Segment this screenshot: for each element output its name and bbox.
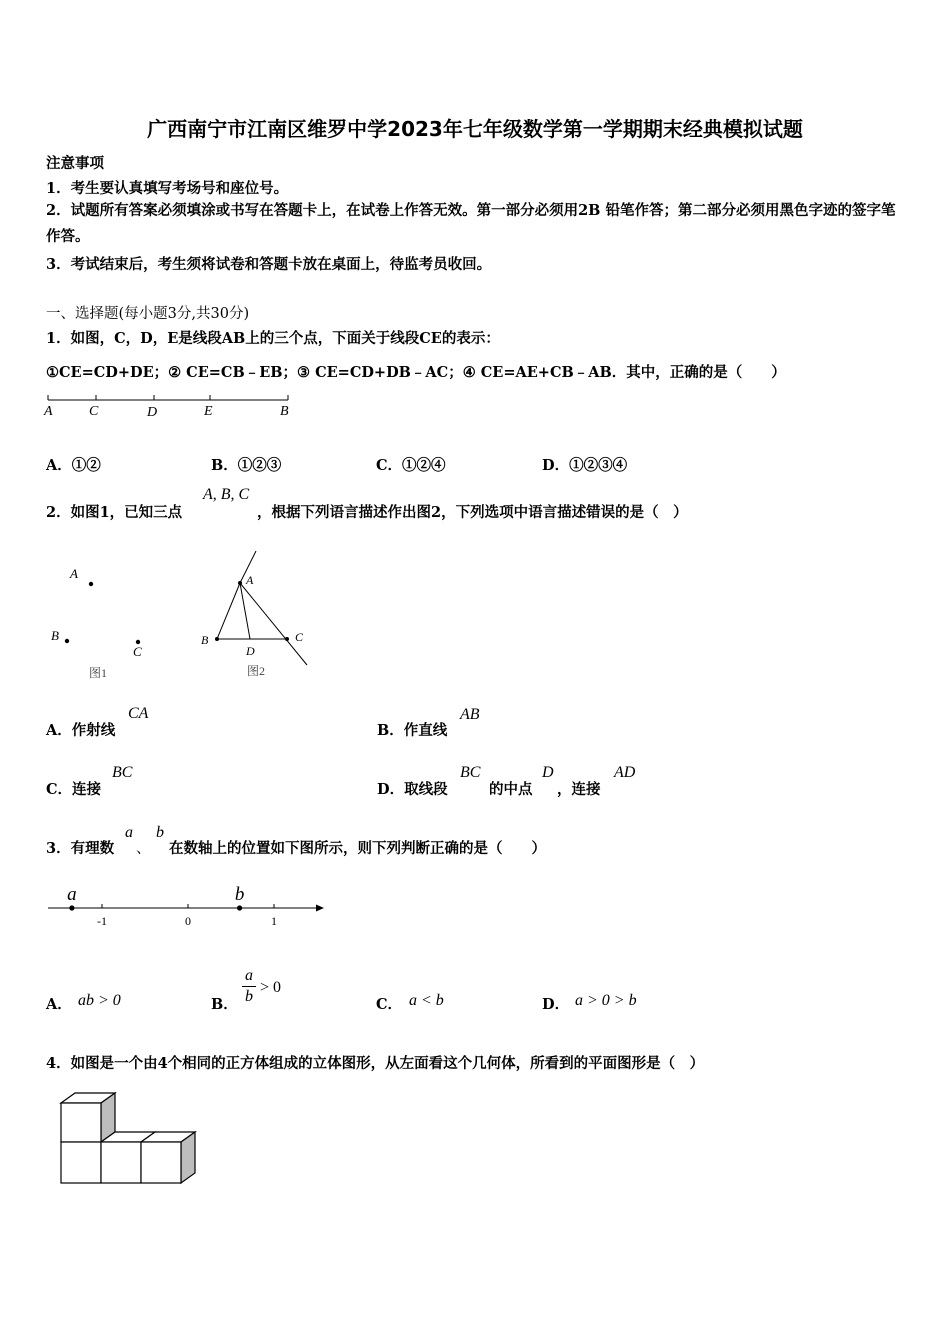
notice-item-3: 3．考试结束后，考生须将试卷和答题卡放在桌面上，待监考员收回。 bbox=[46, 256, 492, 273]
q2-option-c[interactable]: C．连接 bbox=[46, 781, 102, 798]
q2-option-b-math: AB bbox=[460, 706, 480, 723]
q3-number-line bbox=[44, 880, 329, 932]
notice-heading: 注意事项 bbox=[46, 155, 104, 172]
q3-var-b: b bbox=[156, 824, 164, 841]
q3-separator: 、 bbox=[136, 841, 151, 857]
q2-figure-2 bbox=[195, 545, 320, 685]
fig2-label-a: A bbox=[246, 573, 254, 587]
point-label-d: D bbox=[147, 405, 158, 420]
fraction-numerator: a bbox=[245, 967, 253, 984]
q1-segment-figure bbox=[40, 388, 300, 422]
q2-option-a-math: CA bbox=[128, 705, 149, 722]
top-cube-front-face bbox=[61, 1103, 101, 1142]
q4-cube-figure bbox=[55, 1090, 215, 1190]
q3-option-b-rel: > 0 bbox=[260, 979, 282, 996]
fig2-label-b: B bbox=[201, 633, 209, 647]
fraction-bar bbox=[242, 986, 256, 987]
axis-tick-label: 1 bbox=[271, 914, 277, 928]
fig1-label-b: B bbox=[51, 628, 59, 643]
point-label-c: C bbox=[89, 404, 99, 419]
q1-stem: 1．如图，C，D，E是线段AB上的三个点，下面关于线段CE的表示： bbox=[46, 330, 500, 347]
page-title: 广西南宁市江南区维罗中学2023年七年级数学第一学期期末经典模拟试题 bbox=[147, 117, 803, 141]
q3-option-b-fraction bbox=[240, 967, 258, 1006]
q3-option-b[interactable]: B． bbox=[211, 996, 238, 1013]
q2-option-b[interactable]: B．作直线 bbox=[377, 722, 448, 739]
q2-figure-1 bbox=[44, 560, 164, 685]
axis-point-label-a: a bbox=[67, 884, 77, 905]
fig2-point-c bbox=[285, 637, 289, 641]
axis-point-b bbox=[237, 905, 242, 910]
q3-option-a[interactable]: A． bbox=[46, 996, 72, 1013]
fig2-point-b bbox=[215, 637, 219, 641]
fig1-point-a bbox=[89, 582, 93, 586]
point-label-e: E bbox=[204, 404, 213, 419]
fig2-segment-ab bbox=[217, 583, 240, 639]
axis-point-label-b: b bbox=[234, 884, 245, 905]
q2-option-d-math2: D bbox=[542, 764, 554, 781]
q1-option-a[interactable]: A．①② bbox=[46, 457, 101, 474]
q3-option-a-math: ab > 0 bbox=[78, 992, 121, 1009]
fig1-label-c: C bbox=[133, 644, 142, 659]
q3-option-d-math: a > 0 > b bbox=[575, 992, 637, 1009]
axis-tick-label: -1 bbox=[97, 914, 107, 928]
q2-option-d[interactable]: D．取线段 bbox=[377, 781, 448, 798]
fig2-segment-ad bbox=[240, 583, 250, 639]
fig1-caption: 图1 bbox=[89, 666, 108, 680]
q3-var-a: a bbox=[125, 824, 133, 841]
cube-2-front-face bbox=[101, 1142, 141, 1183]
cube-3-front-face bbox=[141, 1142, 181, 1183]
fig2-label-c: C bbox=[295, 630, 304, 644]
q1-statements: ①CE=CD+DE；② CE=CB﹣EB；③ CE=CD+DB﹣AC；④ CE=AE+CB﹣AB．其中，正确的是（ ） bbox=[46, 364, 786, 381]
q3-option-d[interactable]: D． bbox=[542, 996, 570, 1013]
fig2-point-a bbox=[238, 581, 242, 585]
q2-stem-math: A, B, C bbox=[203, 486, 250, 503]
q2-option-c-math: BC bbox=[112, 764, 133, 781]
axis-tick-label: 0 bbox=[185, 914, 191, 928]
q2-option-d-text2: 的中点 bbox=[489, 781, 533, 798]
q3-option-c-math: a < b bbox=[409, 992, 444, 1009]
q4-stem: 4．如图是一个由4个相同的正方体组成的立体图形，从左面看这个几何体，所看到的平面图形是（ ） bbox=[46, 1055, 705, 1072]
section-heading: 一、选择题(每小题3分,共30分) bbox=[46, 306, 250, 322]
q2-option-d-text3: ，连接 bbox=[557, 781, 601, 798]
axis-arrow bbox=[316, 905, 324, 912]
q3-stem-a: 3．有理数 bbox=[46, 840, 115, 857]
q2-option-d-math1: BC bbox=[460, 764, 481, 781]
fig2-label-d: D bbox=[246, 644, 255, 658]
fig1-point-b bbox=[65, 639, 69, 643]
q2-option-d-math3: AD bbox=[614, 764, 636, 781]
axis-point-a bbox=[69, 905, 74, 910]
q3-stem-b: 在数轴上的位置如下图所示，则下列判断正确的是（ ） bbox=[169, 840, 546, 857]
q2-option-a[interactable]: A．作射线 bbox=[46, 722, 116, 739]
point-label-a: A bbox=[44, 404, 53, 419]
q1-option-d[interactable]: D．①②③④ bbox=[542, 457, 628, 474]
q2-stem-a: 2．如图1，已知三点 bbox=[46, 504, 183, 521]
q2-stem-b: ，根据下列语言描述作出图2，下列选项中语言描述错误的是（ ） bbox=[257, 504, 688, 521]
point-label-b: B bbox=[280, 404, 289, 419]
q3-option-c[interactable]: C． bbox=[376, 996, 403, 1013]
q1-option-c[interactable]: C．①②④ bbox=[376, 457, 446, 474]
notice-item-2: 2．试题所有答案必须填涂或书写在答题卡上，在试卷上作答无效。第一部分必须用2B 铅笔作答；第二部分必须用黑色字迹的签字笔作答。 bbox=[46, 202, 896, 245]
cube-1-front-face bbox=[61, 1142, 101, 1183]
fig1-label-a: A bbox=[70, 566, 78, 581]
fig2-caption: 图2 bbox=[247, 664, 266, 678]
notice-item-1: 1．考生要认真填写考场号和座位号。 bbox=[46, 180, 289, 197]
q1-option-b[interactable]: B．①②③ bbox=[211, 457, 282, 474]
fraction-denominator: b bbox=[245, 988, 253, 1005]
